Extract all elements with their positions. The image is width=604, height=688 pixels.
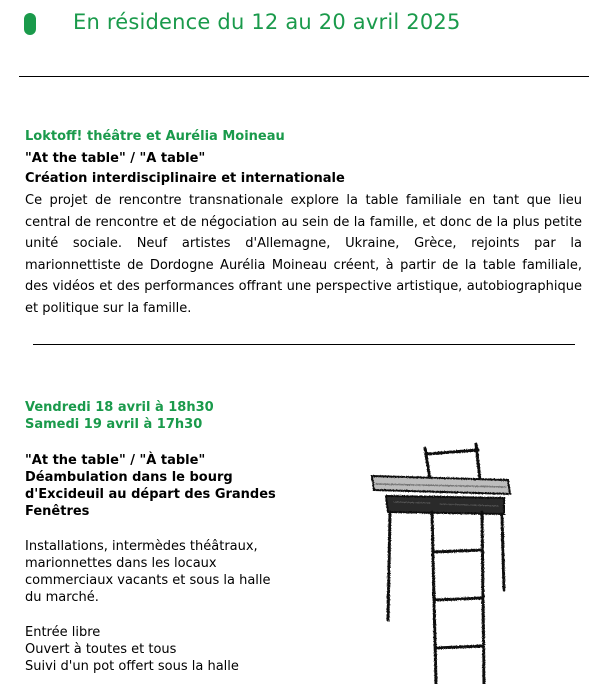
- event-description: Installations, intermèdes théâtraux, marionnettes dans les locaux commerciaux vacants et sous la halle du marché.: [25, 539, 271, 605]
- event-date-friday: Vendredi 18 avril à 18h30: [25, 400, 214, 415]
- event-subtitle: Déambulation dans le bourg d'Excideuil au départ des Grandes Fenêtres: [25, 470, 276, 519]
- event-title: "At the table" / "À table": [25, 453, 206, 468]
- info-line-open: Ouvert à toutes et tous: [25, 642, 177, 657]
- show-title: "At the table" / "A table": [25, 151, 206, 166]
- show-subtitle: Création interdisciplinaire et internationale: [25, 171, 345, 186]
- page-title: En résidence du 12 au 20 avril 2025: [73, 10, 461, 34]
- event-date-saturday: Samedi 19 avril à 17h30: [25, 417, 203, 432]
- project-description: Ce projet de rencontre transnationale explore la table familiale en tant que lieu central de rencontre et de négociation au sein de la famille, et donc de la plus petite unité sociale. Neuf artistes d'Allemagne, Ukraine, Grèce, rejoints par la marionnettiste de Dordogne Aurélia Moineau créent, à partir de la table familiale, des vidéos et des performances offrant une perspective artistique, autobiographique et politique sur la famille.: [25, 193, 582, 316]
- divider-top: [19, 76, 589, 77]
- header-bullet-icon: [24, 13, 36, 35]
- table-ladder-drawing: [370, 440, 530, 684]
- table-ladder-illustration: [370, 440, 530, 684]
- company-name: Loktoff! théâtre et Aurélia Moineau: [25, 129, 285, 144]
- info-line-entry: Entrée libre: [25, 625, 101, 640]
- event-info: [25, 624, 285, 675]
- event-heading: [25, 452, 285, 520]
- info-line-drink: Suivi d'un pot offert sous la halle: [25, 659, 239, 674]
- divider-middle: [33, 344, 575, 345]
